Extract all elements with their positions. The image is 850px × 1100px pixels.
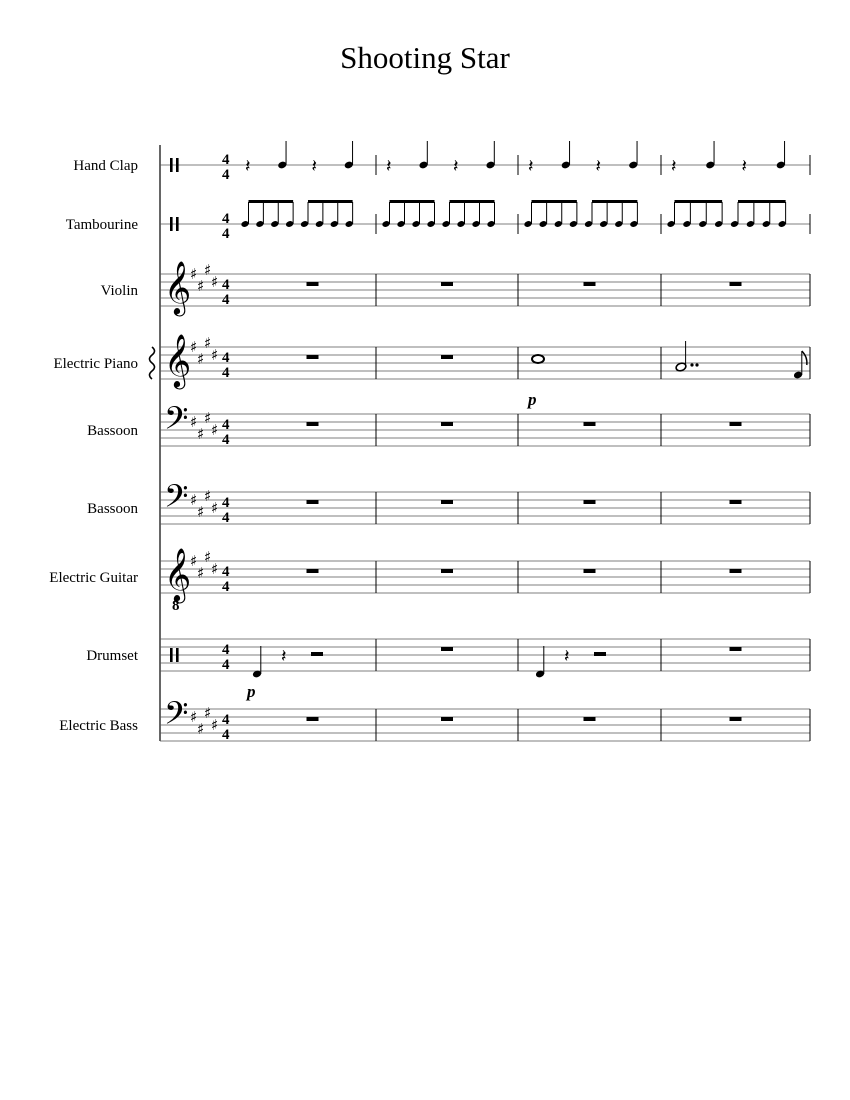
beam bbox=[592, 200, 637, 203]
treble-clef: 𝄞 bbox=[164, 547, 192, 601]
beam bbox=[390, 200, 435, 203]
key-signature-sharp: ♯ bbox=[204, 409, 212, 427]
percussion-clef bbox=[170, 217, 173, 231]
dynamic-marking: p bbox=[528, 390, 537, 409]
instrument-name: Hand Clap bbox=[73, 158, 138, 174]
beam bbox=[738, 200, 786, 203]
beam bbox=[675, 200, 723, 203]
quarter-rest: 𝄽 bbox=[281, 646, 287, 667]
time-signature-numerator: 4 bbox=[222, 350, 230, 366]
time-signature-denominator: 4 bbox=[222, 365, 230, 381]
key-signature-sharp: ♯ bbox=[190, 708, 198, 726]
whole-rest bbox=[307, 500, 319, 504]
instrument-name: Drumset bbox=[86, 648, 138, 664]
whole-rest bbox=[584, 282, 596, 286]
whole-rest bbox=[441, 717, 453, 721]
treble-clef: 𝄞 bbox=[164, 333, 192, 387]
whole-rest bbox=[307, 717, 319, 721]
key-signature-sharp: ♯ bbox=[197, 425, 205, 443]
key-signature-sharp: ♯ bbox=[197, 277, 205, 295]
quarter-rest: 𝄽 bbox=[741, 156, 748, 177]
key-signature-sharp: ♯ bbox=[204, 704, 212, 722]
octave-marker: 8 bbox=[172, 598, 180, 614]
score-title: Shooting Star bbox=[340, 40, 510, 75]
percussion-clef bbox=[176, 217, 179, 231]
whole-rest bbox=[584, 500, 596, 504]
quarter-rest: 𝄽 bbox=[386, 156, 392, 177]
time-signature-denominator: 4 bbox=[222, 167, 230, 183]
whole-rest bbox=[441, 282, 453, 286]
time-signature-numerator: 4 bbox=[222, 277, 230, 293]
beam bbox=[450, 200, 495, 203]
whole-rest bbox=[730, 647, 742, 651]
key-signature-sharp: ♯ bbox=[211, 346, 219, 364]
time-signature-denominator: 4 bbox=[222, 579, 230, 595]
quarter-rest: 𝄽 bbox=[528, 156, 534, 177]
half-rest bbox=[594, 652, 606, 656]
instrument-name: Electric Piano bbox=[53, 356, 138, 372]
time-signature-numerator: 4 bbox=[222, 211, 230, 227]
key-signature-sharp: ♯ bbox=[211, 716, 219, 734]
instrument-name: Violin bbox=[100, 283, 138, 299]
quarter-rest: 𝄽 bbox=[595, 156, 602, 177]
whole-rest bbox=[584, 569, 596, 573]
whole-rest bbox=[307, 422, 319, 426]
whole-rest bbox=[307, 282, 319, 286]
instrument-name: Electric Bass bbox=[59, 718, 138, 734]
quarter-rest: 𝄽 bbox=[311, 156, 318, 177]
whole-rest bbox=[730, 422, 742, 426]
whole-rest bbox=[441, 647, 453, 651]
key-signature-sharp: ♯ bbox=[190, 265, 198, 283]
key-signature-sharp: ♯ bbox=[204, 548, 212, 566]
time-signature-denominator: 4 bbox=[222, 727, 230, 743]
beam bbox=[308, 200, 353, 203]
time-signature-denominator: 4 bbox=[222, 657, 230, 673]
arpeggio-mark bbox=[150, 347, 155, 379]
key-signature-sharp: ♯ bbox=[211, 273, 219, 291]
quarter-rest: 𝄽 bbox=[671, 156, 677, 177]
time-signature-numerator: 4 bbox=[222, 495, 230, 511]
key-signature-sharp: ♯ bbox=[211, 499, 219, 517]
time-signature-denominator: 4 bbox=[222, 226, 230, 242]
whole-rest bbox=[730, 717, 742, 721]
key-signature-sharp: ♯ bbox=[211, 421, 219, 439]
beam bbox=[532, 200, 577, 203]
time-signature-denominator: 4 bbox=[222, 510, 230, 526]
whole-rest bbox=[730, 500, 742, 504]
half-rest bbox=[311, 652, 323, 656]
key-signature-sharp: ♯ bbox=[204, 487, 212, 505]
key-signature-sharp: ♯ bbox=[190, 413, 198, 431]
whole-note bbox=[532, 355, 544, 363]
whole-rest bbox=[307, 569, 319, 573]
key-signature-sharp: ♯ bbox=[197, 350, 205, 368]
instrument-name: Bassoon bbox=[87, 423, 138, 439]
time-signature-numerator: 4 bbox=[222, 564, 230, 580]
key-signature-sharp: ♯ bbox=[204, 334, 212, 352]
whole-rest bbox=[441, 569, 453, 573]
key-signature-sharp: ♯ bbox=[190, 338, 198, 356]
augmentation-dot bbox=[695, 363, 698, 366]
key-signature-sharp: ♯ bbox=[190, 552, 198, 570]
bass-clef: 𝄢 bbox=[164, 478, 189, 522]
percussion-clef bbox=[176, 648, 179, 662]
key-signature-sharp: ♯ bbox=[197, 503, 205, 521]
time-signature-denominator: 4 bbox=[222, 292, 230, 308]
time-signature-numerator: 4 bbox=[222, 642, 230, 658]
whole-rest bbox=[584, 422, 596, 426]
time-signature-numerator: 4 bbox=[222, 417, 230, 433]
treble-clef: 𝄞 bbox=[164, 260, 192, 314]
augmentation-dot bbox=[690, 363, 693, 366]
instrument-name: Tambourine bbox=[65, 217, 138, 233]
percussion-clef bbox=[176, 158, 179, 172]
instrument-name: Bassoon bbox=[87, 501, 138, 517]
key-signature-sharp: ♯ bbox=[211, 560, 219, 578]
dynamic-marking: p bbox=[247, 682, 256, 701]
quarter-rest: 𝄽 bbox=[453, 156, 459, 177]
whole-rest bbox=[307, 355, 319, 359]
whole-rest bbox=[730, 569, 742, 573]
key-signature-sharp: ♯ bbox=[197, 720, 205, 738]
whole-rest bbox=[441, 500, 453, 504]
whole-rest bbox=[441, 355, 453, 359]
bass-clef: 𝄢 bbox=[164, 400, 189, 444]
percussion-clef bbox=[170, 158, 173, 172]
quarter-rest: 𝄽 bbox=[564, 646, 570, 667]
whole-rest bbox=[730, 282, 742, 286]
beam bbox=[249, 200, 294, 203]
time-signature-numerator: 4 bbox=[222, 152, 230, 168]
whole-rest bbox=[441, 422, 453, 426]
time-signature-denominator: 4 bbox=[222, 432, 230, 448]
instrument-name: Electric Guitar bbox=[49, 570, 138, 586]
key-signature-sharp: ♯ bbox=[197, 564, 205, 582]
quarter-rest: 𝄽 bbox=[245, 156, 251, 177]
bass-clef: 𝄢 bbox=[164, 695, 189, 739]
key-signature-sharp: ♯ bbox=[204, 261, 212, 279]
key-signature-sharp: ♯ bbox=[190, 491, 198, 509]
whole-rest bbox=[584, 717, 596, 721]
percussion-clef bbox=[170, 648, 173, 662]
time-signature-numerator: 4 bbox=[222, 712, 230, 728]
